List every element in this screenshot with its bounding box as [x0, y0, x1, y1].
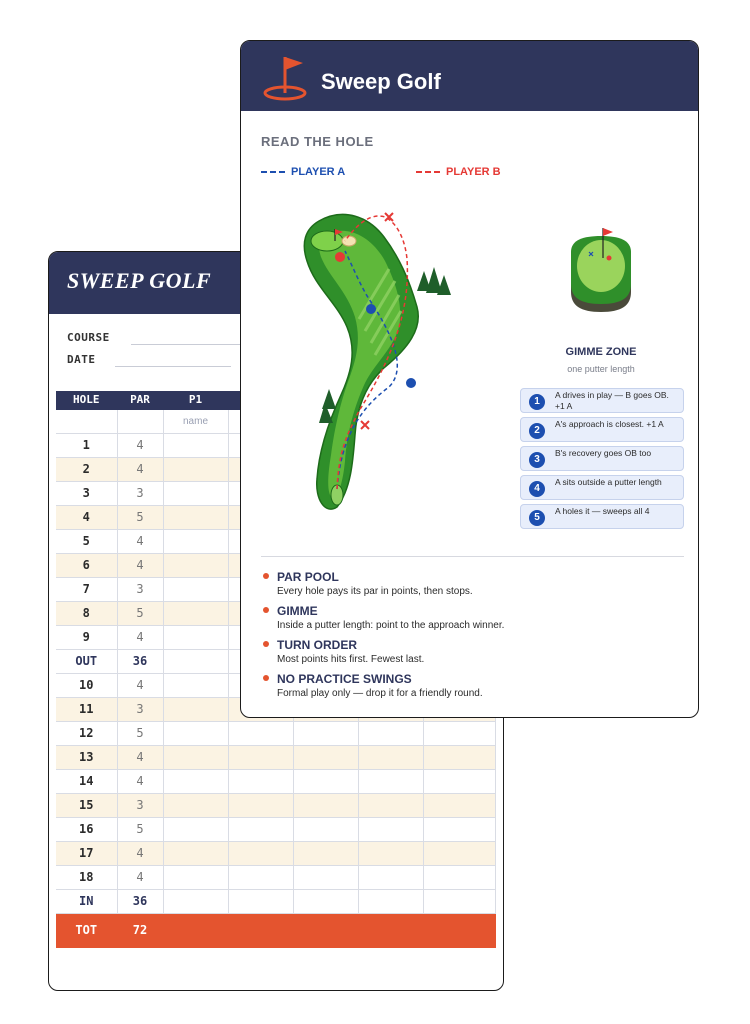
step-text: A sits outside a putter length — [555, 477, 662, 487]
step-number: 1 — [529, 394, 545, 410]
score-cell[interactable] — [423, 793, 495, 817]
step-text: B's recovery goes OB too — [555, 448, 652, 458]
score-cell[interactable] — [163, 505, 228, 529]
rule-text: Inside a putter length: point to the approach winner. — [277, 620, 505, 631]
divider — [261, 556, 684, 557]
player-a-ball-marker — [366, 304, 376, 314]
step-text: A holes it — sweeps all 4 — [555, 506, 650, 516]
score-cell[interactable] — [293, 769, 358, 793]
table-row — [56, 793, 495, 817]
card-title: Sweep Golf — [321, 69, 441, 94]
score-cell[interactable] — [228, 793, 293, 817]
player-b-ball-marker — [335, 252, 345, 262]
par-value: 4 — [117, 841, 163, 865]
score-cell[interactable] — [423, 889, 495, 913]
table-row — [56, 745, 495, 769]
rule-text: Every hole pays its par in points, then stops. — [277, 586, 473, 597]
player-a-ball-marker — [406, 378, 416, 388]
par-value: 4 — [117, 433, 163, 457]
table-row — [56, 721, 495, 745]
score-cell[interactable] — [163, 601, 228, 625]
hole-number: 10 — [56, 673, 117, 697]
score-cell[interactable] — [293, 889, 358, 913]
score-cell[interactable] — [358, 793, 423, 817]
hole-number: 18 — [56, 865, 117, 889]
score-cell[interactable] — [163, 625, 228, 649]
score-cell[interactable] — [293, 721, 358, 745]
hole-number: 16 — [56, 817, 117, 841]
par-value: 4 — [117, 529, 163, 553]
score-cell[interactable] — [163, 769, 228, 793]
score-cell[interactable] — [358, 769, 423, 793]
hole-number: 8 — [56, 601, 117, 625]
section-title: READ THE HOLE — [261, 134, 374, 149]
score-cell[interactable] — [163, 529, 228, 553]
score-cell[interactable] — [163, 841, 228, 865]
score-cell[interactable] — [228, 769, 293, 793]
hole-number: 9 — [56, 625, 117, 649]
legend-player-b — [416, 166, 501, 178]
total-cell — [228, 913, 293, 947]
col-header-hole: HOLE — [56, 391, 117, 409]
score-cell[interactable] — [358, 745, 423, 769]
score-cell[interactable] — [163, 817, 228, 841]
step-number: 3 — [529, 452, 545, 468]
hole-number: 12 — [56, 721, 117, 745]
rules-list — [261, 569, 681, 705]
score-cell[interactable] — [293, 865, 358, 889]
score-cell[interactable] — [423, 721, 495, 745]
step-number: 5 — [529, 510, 545, 526]
rule-title: PAR POOL — [277, 570, 339, 584]
hole-number: 1 — [56, 433, 117, 457]
par-value: 36 — [117, 889, 163, 913]
score-cell[interactable] — [163, 481, 228, 505]
step-number: 2 — [529, 423, 545, 439]
hole-number: 11 — [56, 697, 117, 721]
step-item — [520, 446, 684, 471]
rule-title: TURN ORDER — [277, 638, 357, 652]
date-label: DATE — [67, 353, 96, 366]
par-value: 4 — [117, 745, 163, 769]
par-value: 4 — [117, 865, 163, 889]
rule-text: Most points hits first. Fewest last. — [277, 654, 425, 665]
table-row — [56, 865, 495, 889]
total-cell — [423, 913, 495, 947]
hole-number: 6 — [56, 553, 117, 577]
par-value: 5 — [117, 601, 163, 625]
score-cell[interactable] — [358, 841, 423, 865]
step-item — [520, 417, 684, 442]
card-header — [241, 41, 698, 111]
par-value: 4 — [117, 625, 163, 649]
score-cell[interactable] — [228, 745, 293, 769]
hole-map-illustration — [289, 199, 469, 519]
par-value: 3 — [117, 697, 163, 721]
legend-player-b-label: PLAYER B — [446, 166, 501, 178]
total-cell — [163, 913, 228, 947]
score-cell[interactable] — [358, 889, 423, 913]
hole-number: IN — [56, 889, 117, 913]
score-cell[interactable] — [163, 553, 228, 577]
par-value: 5 — [117, 817, 163, 841]
green-ball-marker — [607, 256, 612, 261]
step-text: A's approach is closest. +1 A — [555, 419, 664, 429]
score-cell[interactable] — [163, 745, 228, 769]
score-cell[interactable] — [358, 817, 423, 841]
col-header-par: PAR — [117, 391, 163, 409]
hole-number: 17 — [56, 841, 117, 865]
score-cell[interactable] — [163, 649, 228, 673]
step-item — [520, 475, 684, 500]
total-label: TOT — [56, 913, 117, 947]
par-value: 4 — [117, 673, 163, 697]
rule-item — [261, 569, 681, 598]
hole-number: 7 — [56, 577, 117, 601]
total-cell — [293, 913, 358, 947]
player-name-field[interactable]: name — [163, 409, 228, 433]
score-cell[interactable] — [163, 721, 228, 745]
score-cell[interactable] — [228, 865, 293, 889]
hole-number: 5 — [56, 529, 117, 553]
score-cell[interactable] — [228, 889, 293, 913]
par-value: 3 — [117, 577, 163, 601]
table-row — [56, 817, 495, 841]
dash-line-icon — [416, 171, 440, 173]
par-value: 4 — [117, 553, 163, 577]
step-item — [520, 388, 684, 413]
bullet-icon — [263, 573, 269, 579]
rules-card — [240, 40, 699, 718]
dash-line-icon — [261, 171, 285, 173]
score-cell[interactable] — [228, 721, 293, 745]
green-surface — [577, 240, 625, 292]
par-value: 36 — [117, 649, 163, 673]
score-cell[interactable] — [228, 841, 293, 865]
score-cell[interactable] — [293, 745, 358, 769]
score-cell[interactable] — [423, 841, 495, 865]
score-cell[interactable] — [293, 817, 358, 841]
green-area — [311, 231, 343, 251]
table-row — [56, 769, 495, 793]
score-cell[interactable] — [423, 745, 495, 769]
score-cell[interactable] — [293, 841, 358, 865]
score-cell[interactable] — [163, 865, 228, 889]
score-cell[interactable] — [163, 889, 228, 913]
legend-player-a-label: PLAYER A — [291, 166, 346, 178]
bunker — [342, 236, 356, 246]
hole-number: 14 — [56, 769, 117, 793]
rule-title: GIMME — [277, 604, 318, 618]
scorecard-title: SWEEP GOLF — [67, 268, 212, 293]
hole-number: 13 — [56, 745, 117, 769]
score-cell[interactable] — [163, 433, 228, 457]
score-cell[interactable] — [228, 817, 293, 841]
par-value: 5 — [117, 505, 163, 529]
name-row-par — [117, 409, 163, 433]
gimme-zone-illustration — [561, 224, 641, 314]
table-row — [56, 841, 495, 865]
legend-player-a — [261, 166, 345, 178]
total-row — [56, 913, 495, 947]
score-cell[interactable] — [163, 793, 228, 817]
par-value: 4 — [117, 457, 163, 481]
rule-item — [261, 637, 681, 666]
score-cell[interactable] — [163, 697, 228, 721]
rule-item — [261, 671, 681, 700]
score-cell[interactable] — [423, 769, 495, 793]
green-flag-icon — [603, 228, 613, 236]
step-item — [520, 504, 684, 529]
score-cell[interactable] — [163, 577, 228, 601]
total-cell — [358, 913, 423, 947]
par-value: 3 — [117, 793, 163, 817]
hole-number: 15 — [56, 793, 117, 817]
gimme-zone-subtitle: one putter length — [567, 364, 635, 374]
hole-number: 4 — [56, 505, 117, 529]
course-label: COURSE — [67, 331, 110, 344]
score-cell[interactable] — [293, 793, 358, 817]
bullet-icon — [263, 641, 269, 647]
score-cell[interactable] — [358, 721, 423, 745]
hole-number: 2 — [56, 457, 117, 481]
flag-logo-icon — [259, 49, 315, 105]
rule-text: Formal play only — drop it for a friendly round. — [277, 688, 483, 699]
date-field[interactable] — [115, 366, 231, 367]
rule-item — [261, 603, 681, 632]
ob-x-icon — [361, 421, 369, 429]
bullet-icon — [263, 675, 269, 681]
course-field[interactable] — [131, 344, 251, 345]
score-cell[interactable] — [163, 673, 228, 697]
step-number: 4 — [529, 481, 545, 497]
par-value: 5 — [117, 721, 163, 745]
score-cell[interactable] — [163, 457, 228, 481]
score-cell[interactable] — [423, 865, 495, 889]
hole-number: OUT — [56, 649, 117, 673]
steps-list — [520, 388, 684, 533]
name-row-hole — [56, 409, 117, 433]
par-value: 3 — [117, 481, 163, 505]
bullet-icon — [263, 607, 269, 613]
total-par: 72 — [117, 913, 163, 947]
col-header-p1: P1 — [163, 391, 228, 409]
hole-number: 3 — [56, 481, 117, 505]
score-cell[interactable] — [423, 817, 495, 841]
gimme-zone-title: GIMME ZONE — [565, 346, 637, 358]
rule-title: NO PRACTICE SWINGS — [277, 672, 412, 686]
subtotal-row — [56, 889, 495, 913]
step-text: A drives in play — B goes OB. +1 A — [555, 390, 669, 411]
score-cell[interactable] — [358, 865, 423, 889]
par-value: 4 — [117, 769, 163, 793]
